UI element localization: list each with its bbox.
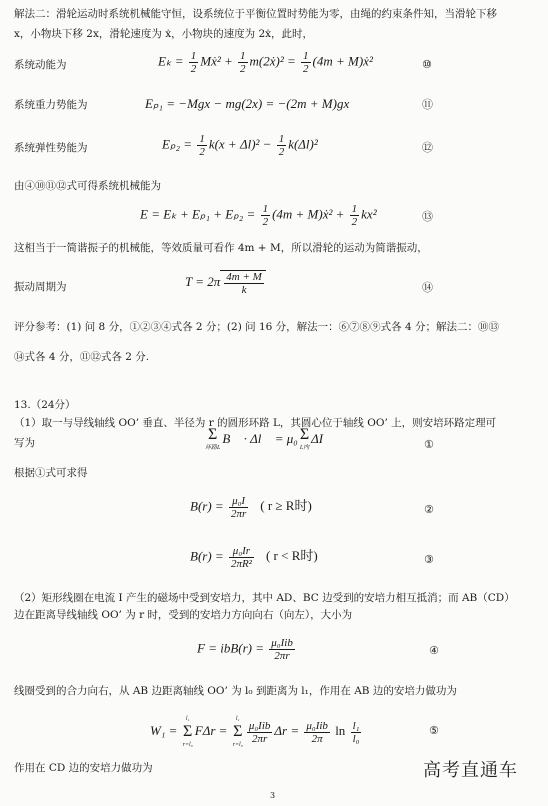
ampere-law-equation: Σ 环路L B⃗ · Δl⃗ = μ₀ Σ L内 ΔI — [205, 426, 324, 451]
period-label: 振动周期为 — [14, 281, 67, 293]
scoring-reference-line1: 评分参考：(1) 问 8 分，①②③④式各 2 分；(2) 问 16 分，解法一：⑥⑦⑧⑨式各 4 分；解法二：⑩⑬ — [14, 321, 500, 333]
mechanical-energy-equation: E = Eₖ + Eₚ₁ + Eₚ₂ = $\frac{1}{2}$ (4m + M)ẋ² + $\frac{1}{2}$ kx² — [140, 203, 377, 228]
field-inside-equation: B(r) = $\frac{\text{μ₀Ir}}{\text{2πR²}}$ ( r < R时) — [190, 545, 318, 570]
problem-13-part1-line1: （1）取一与导线轴线 OO’ 垂直、半径为 r 的圆形环路 L，其圆心位于轴线 OO’ 上，则安培环路定理可 — [14, 417, 497, 429]
equation-marker-1: ① — [424, 438, 434, 451]
page-number: 3 — [270, 791, 276, 800]
period-equation: T = 2π $\frac{4m + M}{k}$ — [185, 270, 266, 296]
work-ab-equation: W₁ = l₁ Σ r=l₀ FΔr = l₁ Σ r=l₀ $\frac{\text{μ₀Iib}}{2\pi r}$ Δr = $\frac{\text{μ₀Iib}}{2\pi}$ ln $\frac{\text{l₁}}{\text{l₀}}$ — [150, 716, 360, 748]
paragraph-intro-line2: x，小物块下移 2x，滑轮速度为 ẋ，小物块的速度为 2ẋ，此时， — [14, 28, 314, 40]
paragraph-intro-line1: 解法二：滑轮运动时系统机械能守恒，设系统位于平衡位置时势能为零，由绳的约束条件知，当滑轮下移 — [14, 8, 497, 20]
equation-marker-14: ⑭ — [422, 281, 433, 294]
equation-marker-13: ⑬ — [422, 210, 433, 223]
work-intro-text: 线圈受到的合力向右，从 AB 边距离轴线 OO’ 为 l₀ 到距离为 l₁，作用在 AB 边的安培力做功为 — [14, 685, 457, 697]
elastic-potential-label: 系统弹性势能为 — [14, 142, 88, 154]
problem-13-part1-line2: 写为 — [14, 437, 35, 449]
equation-marker-12: ⑫ — [422, 141, 433, 154]
kinetic-energy-label: 系统动能为 — [14, 59, 67, 71]
kinetic-energy-equation: Eₖ = $\frac{1}{2}$ Mẋ² + $\frac{1}{2}$ m(2ẋ)² = $\frac{1}{2}$ (4m + M)ẋ² — [158, 50, 373, 75]
equation-marker-3: ③ — [424, 553, 434, 566]
field-outside-equation: B(r) = $\frac{\text{μ₀I}}{2\pi r}$ ( r ≥ R时) — [190, 495, 312, 520]
mechanical-energy-intro: 由④⑩⑪⑫式可得系统机械能为 — [14, 180, 161, 192]
equation-marker-11: ⑪ — [422, 98, 433, 111]
equation-marker-2: ② — [424, 503, 434, 516]
problem-13-part2-line1: （2）矩形线圈在电流 I 产生的磁场中受到安培力，其中 AD、BC 边受到的安培力相互抵消；而 AB（CD） — [14, 592, 515, 604]
gravity-potential-equation: Eₚ₁ = −Mgx − mg(2x) = −(2m + M)gx — [145, 96, 350, 111]
derive-from-1-text: 根据①式可求得 — [14, 467, 88, 479]
equation-marker-10: ⑩ — [422, 58, 432, 71]
ampere-force-equation: F = ibB(r) = $\frac{\text{μ₀Iib}}{2\pi r}$ — [197, 637, 293, 662]
elastic-potential-equation: Eₚ₂ = $\frac{1}{2}$ k(x + Δl)² − $\frac{1}{2}$ k(Δl)² — [162, 133, 318, 158]
scoring-reference-line2: ⑭式各 4 分，⑪⑫式各 2 分. — [14, 351, 150, 363]
equation-marker-5: ⑤ — [429, 724, 439, 737]
watermark-text: 高考直通车 — [423, 760, 518, 781]
work-cd-intro-text: 作用在 CD 边的安培力做功为 — [14, 762, 153, 774]
problem-13-heading: 13.（24分） — [14, 399, 76, 411]
equation-marker-4: ④ — [429, 644, 439, 657]
gravity-potential-label: 系统重力势能为 — [14, 99, 88, 111]
problem-13-part2-line2: 边在距离导线轴线 OO’ 为 r 时，受到的安培力方向向右（向左），大小为 — [14, 609, 353, 621]
harmonic-analogy-text: 这相当于一简谐振子的机械能，等效质量可看作 4m + M，所以滑轮的运动为简谐振动， — [14, 242, 428, 254]
